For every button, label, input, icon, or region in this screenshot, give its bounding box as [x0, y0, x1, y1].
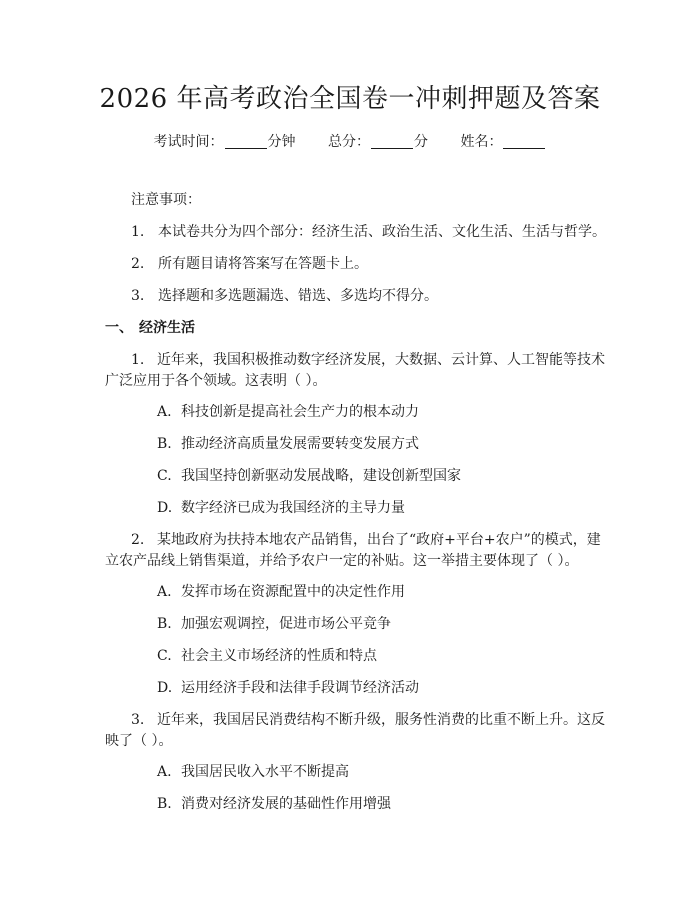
time-blank	[225, 134, 267, 149]
name-blank	[503, 134, 545, 149]
option-1c[interactable]	[157, 466, 461, 486]
option-label: C.	[157, 468, 172, 484]
time-unit: 分钟	[267, 134, 296, 150]
option-label: B.	[157, 796, 172, 812]
notice-heading: 注意事项：	[131, 192, 201, 208]
exam-time	[154, 134, 296, 150]
time-label: 考试时间：	[153, 134, 224, 150]
option-2c[interactable]	[157, 646, 377, 666]
option-text: 数字经济已成为我国经济的主导力量	[181, 500, 405, 516]
question-number: 3.	[131, 712, 145, 728]
option-text: 加强宏观调控，促进市场公平竞争	[181, 616, 391, 632]
score-blank	[371, 134, 413, 149]
option-text: 消费对经济发展的基础性作用增强	[181, 796, 391, 812]
score-unit: 分	[414, 134, 428, 150]
section-title: 经济生活	[139, 320, 195, 336]
option-2b[interactable]	[157, 614, 391, 634]
option-label: A.	[157, 764, 172, 780]
option-text: 我国坚持创新驱动发展战略，建设创新型国家	[181, 468, 461, 484]
score-label: 总分：	[328, 134, 370, 150]
question-1	[131, 350, 605, 370]
option-label: D.	[157, 680, 173, 696]
notice-item-text: 所有题目请将答案写在答题卡上。	[158, 256, 368, 272]
question-text: 近年来，我国积极推动数字经济发展，大数据、云计算、人工智能等技术	[157, 352, 605, 368]
notice-item	[131, 222, 606, 242]
option-text: 我国居民收入水平不断提高	[181, 764, 349, 780]
section-number: 一、	[105, 320, 133, 336]
option-1d[interactable]	[157, 498, 405, 518]
question-3-continued: 映了（ ）。	[105, 733, 173, 749]
option-text: 推动经济高质量发展需要转变发展方式	[181, 436, 419, 452]
notice-item	[131, 286, 438, 306]
option-text: 科技创新是提高社会生产力的根本动力	[181, 404, 419, 420]
option-2a[interactable]	[157, 582, 405, 602]
question-2	[131, 530, 601, 550]
option-label: C.	[157, 648, 172, 664]
question-text: 近年来，我国居民消费结构不断升级，服务性消费的比重不断上升。这反	[157, 712, 605, 728]
option-label: A.	[157, 404, 172, 420]
option-1a[interactable]	[157, 402, 419, 422]
question-text: 某地政府为扶持本地农产品销售，出台了“政府+平台+农户”的模式，建	[157, 532, 601, 548]
option-1b[interactable]	[157, 434, 419, 454]
option-label: A.	[157, 584, 172, 600]
option-text: 发挥市场在资源配置中的决定性作用	[181, 584, 405, 600]
option-label: D.	[157, 500, 173, 516]
name-label: 姓名：	[460, 134, 503, 150]
option-2d[interactable]	[157, 678, 419, 698]
notice-item	[131, 254, 368, 274]
question-2-continued: 立农产品线上销售渠道，并给予农户一定的补贴。这一举措主要体现了（ ）。	[105, 553, 579, 569]
option-text: 运用经济手段和法律手段调节经济活动	[181, 680, 419, 696]
section-heading	[105, 318, 195, 338]
exam-title: 2026 年高考政治全国卷一冲刺押题及答案	[99, 84, 601, 114]
notice-item-number: 1.	[131, 224, 145, 240]
exam-score	[328, 134, 428, 150]
option-label: B.	[157, 436, 172, 452]
notice-item-text: 选择题和多选题漏选、错选、多选均不得分。	[158, 288, 438, 304]
question-1-continued: 广泛应用于各个领域。这表明（ ）。	[105, 373, 327, 389]
notice-item-number: 3.	[131, 288, 145, 304]
option-text: 社会主义市场经济的性质和特点	[181, 648, 377, 664]
option-3a[interactable]	[157, 762, 349, 782]
exam-name	[460, 134, 546, 150]
question-number: 1.	[131, 352, 145, 368]
notice-item-number: 2.	[131, 256, 145, 272]
option-3b[interactable]	[157, 794, 391, 814]
question-number: 2.	[131, 532, 145, 548]
exam-meta	[0, 132, 700, 152]
notice-item-text: 本试卷共分为四个部分：经济生活、政治生活、文化生活、生活与哲学。	[158, 224, 606, 240]
question-3	[131, 710, 605, 730]
option-label: B.	[157, 616, 172, 632]
